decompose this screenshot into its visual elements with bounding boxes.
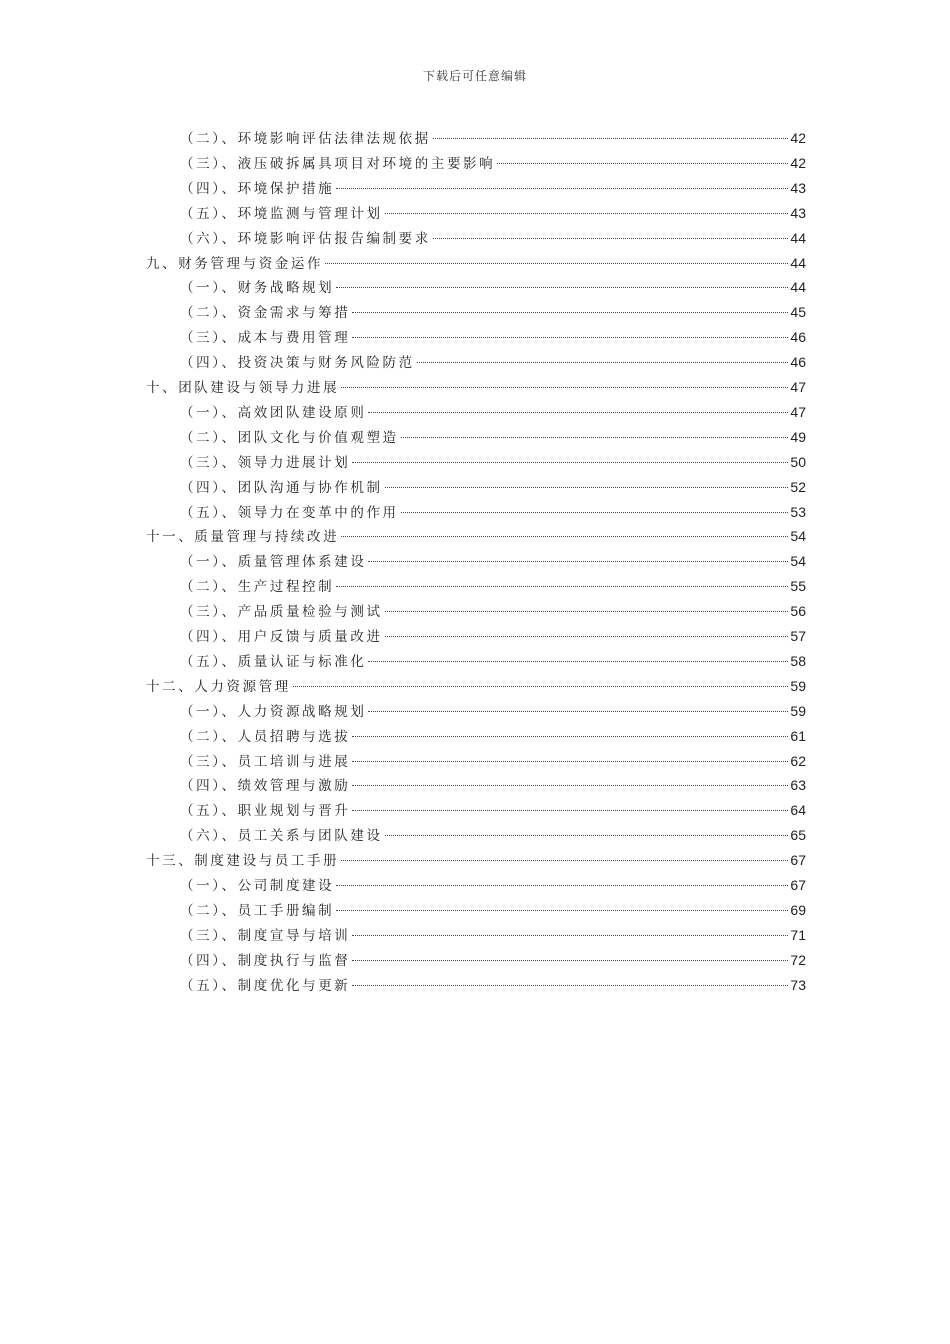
toc-dot-leader [352, 736, 788, 737]
toc-entry-title: （三）、领导力进展计划 [180, 454, 351, 471]
toc-entry-title: （五）、质量认证与标准化 [180, 653, 367, 670]
toc-dot-leader [368, 661, 788, 662]
toc-entry-title: （五）、领导力在变革中的作用 [180, 504, 399, 521]
toc-entry-title: （一）、公司制度建设 [180, 878, 335, 894]
toc-section-entry[interactable] [180, 823, 806, 848]
toc-entry-title: （一）、高效团队建设原则 [180, 404, 367, 421]
toc-section-entry[interactable] [180, 973, 806, 998]
toc-dot-leader [368, 561, 788, 562]
toc-entry-page-number: 44 [790, 229, 806, 246]
toc-section-entry[interactable] [180, 549, 806, 574]
toc-entry-page-number: 59 [790, 702, 806, 719]
toc-section-entry[interactable] [180, 873, 806, 898]
toc-entry-title: 十、团队建设与领导力进展 [146, 380, 340, 396]
toc-dot-leader [368, 412, 788, 413]
toc-entry-title: （四）、绩效管理与激励 [180, 778, 351, 795]
toc-dot-leader [352, 761, 788, 762]
toc-dot-leader [325, 263, 788, 264]
toc-dot-leader [336, 885, 788, 886]
toc-dot-leader [352, 312, 788, 313]
toc-entry-page-number: 54 [790, 553, 806, 570]
toc-entry-title: （四）、环境保护措施 [180, 180, 335, 197]
toc-dot-leader [336, 586, 788, 587]
toc-dot-leader [341, 536, 788, 537]
toc-entry-page-number: 44 [790, 254, 806, 271]
toc-dot-leader [293, 686, 789, 687]
toc-entry-page-number: 44 [790, 279, 806, 296]
toc-chapter-entry[interactable] [146, 674, 806, 699]
toc-dot-leader [352, 810, 788, 811]
toc-entry-title: （二）、资金需求与筹措 [180, 305, 351, 322]
toc-entry-page-number: 59 [790, 677, 806, 694]
toc-dot-leader [385, 213, 789, 214]
toc-entry-title: （五）、职业规划与晋升 [180, 803, 351, 820]
toc-dot-leader [433, 138, 789, 139]
toc-section-entry[interactable] [180, 300, 806, 325]
toc-section-entry[interactable] [180, 773, 806, 798]
toc-section-entry[interactable] [180, 699, 806, 724]
toc-section-entry[interactable] [180, 475, 806, 500]
toc-entry-title: （四）、投资决策与财务风险防范 [180, 355, 415, 372]
toc-section-entry[interactable] [180, 400, 806, 425]
toc-section-entry[interactable] [180, 749, 806, 774]
toc-section-entry[interactable] [180, 798, 806, 823]
toc-chapter-entry[interactable] [146, 848, 806, 873]
toc-entry-title: 十一、质量管理与持续改进 [146, 529, 340, 546]
toc-entry-page-number: 61 [790, 727, 806, 744]
toc-section-entry[interactable] [180, 201, 806, 226]
toc-entry-page-number: 58 [790, 652, 806, 669]
toc-dot-leader [341, 387, 788, 388]
toc-entry-title: （二）、生产过程控制 [180, 579, 335, 596]
toc-section-entry[interactable] [180, 126, 806, 151]
toc-section-entry[interactable] [180, 898, 806, 923]
toc-section-entry[interactable] [180, 151, 806, 176]
toc-section-entry[interactable] [180, 500, 806, 525]
toc-entry-title: （三）、员工培训与进展 [180, 753, 351, 770]
toc-dot-leader [385, 636, 789, 637]
toc-dot-leader [401, 512, 789, 513]
toc-entry-page-number: 65 [790, 827, 806, 844]
toc-entry-page-number: 55 [790, 578, 806, 595]
toc-entry-page-number: 50 [790, 453, 806, 470]
toc-dot-leader [385, 487, 789, 488]
toc-entry-page-number: 56 [790, 603, 806, 620]
toc-entry-title: （二）、员工手册编制 [180, 902, 335, 919]
toc-dot-leader [336, 287, 788, 288]
toc-entry-title: （二）、人员招聘与选拔 [180, 728, 351, 745]
toc-entry-title: （五）、环境监测与管理计划 [180, 205, 383, 222]
toc-section-entry[interactable] [180, 923, 806, 948]
toc-entry-title: （四）、用户反馈与质量改进 [180, 629, 383, 645]
toc-entry-page-number: 46 [790, 354, 806, 371]
toc-section-entry[interactable] [180, 599, 806, 624]
toc-entry-page-number: 49 [790, 428, 806, 445]
toc-entry-title: 十三、制度建设与员工手册 [146, 853, 340, 870]
toc-entry-page-number: 71 [790, 926, 806, 943]
toc-dot-leader [352, 960, 788, 961]
toc-entry-page-number: 46 [790, 329, 806, 346]
toc-dot-leader [336, 910, 788, 911]
toc-section-entry[interactable] [180, 450, 806, 475]
toc-entry-page-number: 73 [790, 976, 806, 993]
toc-entry-title: （三）、液压破拆属具项目对环境的主要影响 [180, 155, 496, 172]
toc-dot-leader [433, 238, 789, 239]
toc-section-entry[interactable] [180, 425, 806, 450]
toc-entry-page-number: 42 [790, 154, 806, 171]
toc-section-entry[interactable] [180, 649, 806, 674]
toc-entry-page-number: 63 [790, 777, 806, 794]
toc-dot-leader [336, 188, 788, 189]
toc-entry-page-number: 45 [790, 304, 806, 321]
toc-dot-leader [417, 362, 789, 363]
toc-entry-title: （三）、成本与费用管理 [180, 330, 351, 347]
toc-entry-title: （四）、团队沟通与协作机制 [180, 479, 383, 496]
toc-section-entry[interactable] [180, 948, 806, 973]
toc-entry-page-number: 69 [790, 901, 806, 918]
toc-dot-leader [368, 711, 788, 712]
toc-entry-title: （六）、员工关系与团队建设 [180, 828, 383, 845]
page-header: 下载后可任意编辑 [422, 69, 527, 83]
toc-chapter-entry[interactable] [146, 251, 806, 276]
toc-dot-leader [385, 835, 789, 836]
toc-entry-title: （一）、财务战略规划 [180, 280, 335, 297]
toc-dot-leader [341, 860, 788, 861]
toc-entry-page-number: 42 [790, 130, 806, 146]
toc-dot-leader [352, 462, 788, 463]
toc-dot-leader [352, 337, 788, 338]
toc-entry-title: （三）、产品质量检验与测试 [180, 604, 383, 621]
toc-entry-title: （二）、环境影响评估法律法规依据 [180, 131, 431, 147]
toc-section-entry[interactable] [180, 624, 806, 649]
toc-section-entry[interactable] [180, 275, 806, 300]
toc-dot-leader [352, 985, 788, 986]
toc-dot-leader [401, 437, 789, 438]
toc-entry-title: （一）、人力资源战略规划 [180, 703, 367, 720]
toc-entry-title: （四）、制度执行与监督 [180, 952, 351, 969]
toc-section-entry[interactable] [180, 176, 806, 201]
toc-entry-title: （二）、团队文化与价值观塑造 [180, 429, 399, 446]
toc-entry-title: （五）、制度优化与更新 [180, 977, 351, 994]
toc-entry-page-number: 52 [790, 478, 806, 495]
toc-section-entry[interactable] [180, 350, 806, 375]
toc-entry-page-number: 72 [790, 951, 806, 968]
toc-entry-page-number: 47 [790, 379, 806, 395]
toc-entry-page-number: 64 [790, 802, 806, 819]
toc-section-entry[interactable] [180, 724, 806, 749]
toc-entry-page-number: 57 [790, 628, 806, 644]
toc-dot-leader [352, 785, 788, 786]
toc-chapter-entry[interactable] [146, 524, 806, 549]
toc-entry-page-number: 43 [790, 204, 806, 221]
toc-dot-leader [352, 935, 788, 936]
toc-section-entry[interactable] [180, 325, 806, 350]
toc-entry-title: （一）、质量管理体系建设 [180, 554, 367, 571]
toc-entry-page-number: 67 [790, 852, 806, 869]
toc-dot-leader [385, 611, 789, 612]
toc-entry-title: （六）、环境影响评估报告编制要求 [180, 230, 431, 247]
toc-dot-leader [497, 163, 788, 164]
toc-entry-page-number: 53 [790, 503, 806, 520]
toc-entry-title: （三）、制度宣导与培训 [180, 927, 351, 944]
toc-entry-page-number: 54 [790, 528, 806, 545]
toc-section-entry[interactable] [180, 574, 806, 599]
toc-entry-title: 九、财务管理与资金运作 [146, 255, 324, 272]
toc-entry-title: 十二、人力资源管理 [146, 678, 291, 695]
toc-entry-page-number: 62 [790, 752, 806, 769]
toc-entry-page-number: 43 [790, 179, 806, 196]
toc-section-entry[interactable] [180, 226, 806, 251]
toc-chapter-entry[interactable] [146, 375, 806, 400]
toc-entry-page-number: 47 [790, 403, 806, 420]
toc-entry-page-number: 67 [790, 877, 806, 893]
